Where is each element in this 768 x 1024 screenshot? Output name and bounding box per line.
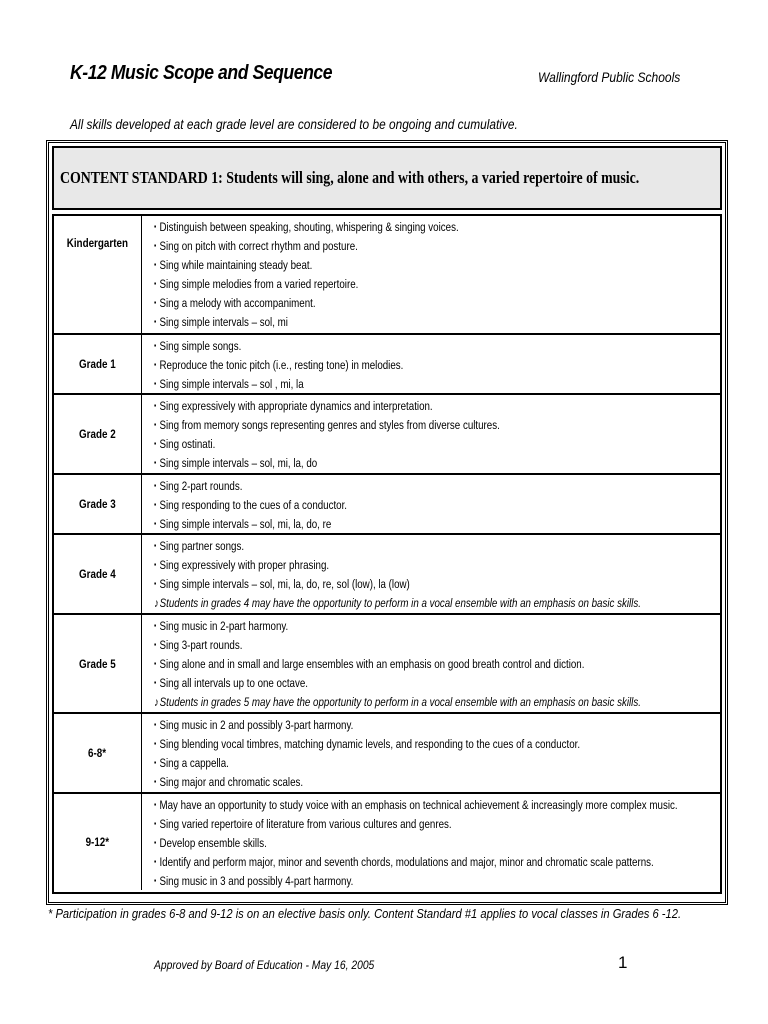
skill-item xyxy=(154,716,607,735)
square-bullet-icon: ▪ xyxy=(154,297,157,307)
square-bullet-icon: ▪ xyxy=(154,278,157,288)
music-note-icon: ♪ xyxy=(154,694,159,709)
skill-text: Sing alone and in small and large ensembles with an emphasis on good breath control and diction. xyxy=(159,656,585,671)
skill-item xyxy=(154,815,607,834)
grade-label: Grade 3 xyxy=(79,497,116,511)
square-bullet-icon: ▪ xyxy=(154,222,157,231)
square-bullet-icon: ▪ xyxy=(154,738,157,748)
grade-row xyxy=(54,393,720,473)
skill-item xyxy=(154,218,607,237)
skill-text: Sing on pitch with correct rhythm and posture. xyxy=(159,238,358,253)
skill-text: Sing simple songs. xyxy=(159,339,242,353)
square-bullet-icon: ▪ xyxy=(154,341,157,350)
skill-item xyxy=(154,275,607,294)
skill-item xyxy=(154,796,678,815)
square-bullet-icon: ▪ xyxy=(154,578,157,588)
content-standard-heading: CONTENT STANDARD 1: Students will sing, alone and with others, a varied repertoire of music. xyxy=(60,168,640,187)
skill-item xyxy=(154,773,607,792)
skill-item xyxy=(154,735,607,754)
square-bullet-icon: ▪ xyxy=(154,856,157,866)
square-bullet-icon: ▪ xyxy=(154,499,157,509)
skill-item xyxy=(154,655,607,674)
ensemble-note xyxy=(154,693,641,712)
square-bullet-icon: ▪ xyxy=(154,875,157,885)
grade-label-cell xyxy=(54,794,142,890)
square-bullet-icon: ▪ xyxy=(154,818,157,828)
skill-item xyxy=(154,375,607,393)
square-bullet-icon: ▪ xyxy=(154,621,157,630)
grade-row xyxy=(54,712,720,792)
square-bullet-icon: ▪ xyxy=(154,639,157,649)
grade-label-cell xyxy=(54,216,142,333)
skill-item xyxy=(154,872,607,890)
square-bullet-icon: ▪ xyxy=(154,419,157,429)
ensemble-note-text: Students in grades 4 may have the opportunity to perform in a vocal ensemble with an emphasis on basic skills. xyxy=(159,595,641,610)
square-bullet-icon: ▪ xyxy=(154,259,157,269)
ensemble-note-text: Students in grades 5 may have the opportunity to perform in a vocal ensemble with an emphasis on basic skills. xyxy=(159,694,641,709)
square-bullet-icon: ▪ xyxy=(154,240,157,250)
skill-item xyxy=(154,537,607,556)
skill-item xyxy=(154,496,607,515)
skill-text: Sing simple intervals – sol, mi, la, do xyxy=(159,455,318,470)
square-bullet-icon: ▪ xyxy=(154,559,157,569)
document-title: K-12 Music Scope and Sequence xyxy=(70,62,333,84)
skill-text: Sing music in 2-part harmony. xyxy=(159,619,289,633)
footnote: * Participation in grades 6-8 and 9-12 is on an elective basis only. Content Standard #1 applies to vocal classes in Grades 6 -12. xyxy=(48,906,682,921)
square-bullet-icon: ▪ xyxy=(154,378,157,388)
square-bullet-icon: ▪ xyxy=(154,541,157,550)
page-number: 1 xyxy=(618,953,628,972)
skills-cell xyxy=(142,615,720,712)
grade-label-cell xyxy=(54,395,142,473)
skill-text: Sing music in 2 and possibly 3-part harmony. xyxy=(159,718,354,732)
skill-item xyxy=(154,754,607,773)
skill-text: Sing a cappella. xyxy=(159,755,229,770)
skill-item xyxy=(154,356,607,375)
music-note-icon: ♪ xyxy=(154,595,159,610)
square-bullet-icon: ▪ xyxy=(154,316,157,326)
skill-item xyxy=(154,636,607,655)
skill-item xyxy=(154,237,607,256)
skill-text: Sing all intervals up to one octave. xyxy=(159,675,308,690)
grade-label: 6-8* xyxy=(88,746,107,760)
ensemble-note xyxy=(154,594,641,613)
skill-text: May have an opportunity to study voice with an emphasis on technical achievement & increasingly more complex music. xyxy=(159,798,678,812)
skill-item xyxy=(154,674,607,693)
skill-item xyxy=(154,313,607,332)
skills-cell xyxy=(142,475,720,533)
skill-text: Sing responding to the cues of a conductor. xyxy=(159,497,348,512)
grade-label-cell xyxy=(54,535,142,613)
skill-item xyxy=(154,397,607,416)
grade-skills-table xyxy=(52,214,722,894)
grade-label-cell xyxy=(54,615,142,712)
skill-text: Sing 3-part rounds. xyxy=(159,637,243,652)
grade-label-cell xyxy=(54,335,142,393)
skill-item xyxy=(154,454,607,473)
grade-label-cell xyxy=(54,714,142,792)
skill-item xyxy=(154,435,607,454)
skill-item xyxy=(154,575,607,594)
skill-text: Sing while maintaining steady beat. xyxy=(159,257,313,272)
grade-row xyxy=(54,613,720,712)
skill-item xyxy=(154,477,607,496)
skills-cell xyxy=(142,714,720,792)
skill-item xyxy=(154,337,607,356)
skill-item xyxy=(154,556,607,575)
grade-row xyxy=(54,792,720,890)
grade-row xyxy=(54,533,720,613)
skill-text: Distinguish between speaking, shouting, whispering & singing voices. xyxy=(159,220,459,234)
skill-text: Identify and perform major, minor and seventh chords, modulations and major, minor and chromatic scale patterns. xyxy=(159,854,654,869)
square-bullet-icon: ▪ xyxy=(154,837,157,847)
square-bullet-icon: ▪ xyxy=(154,401,157,410)
grade-label: 9-12* xyxy=(85,835,110,849)
skills-cell xyxy=(142,395,720,473)
grade-label-cell xyxy=(54,475,142,533)
square-bullet-icon: ▪ xyxy=(154,658,157,668)
skill-item xyxy=(154,256,607,275)
skill-text: Sing simple intervals – sol, mi xyxy=(159,314,288,329)
organization-name: Wallingford Public Schools xyxy=(538,69,681,85)
square-bullet-icon: ▪ xyxy=(154,518,157,528)
skill-text: Sing expressively with proper phrasing. xyxy=(159,557,330,572)
skills-cell xyxy=(142,535,720,613)
square-bullet-icon: ▪ xyxy=(154,720,157,729)
grade-row xyxy=(54,333,720,393)
skill-text: Sing major and chromatic scales. xyxy=(159,774,304,789)
intro-statement: All skills developed at each grade level are considered to be ongoing and cumulative. xyxy=(70,117,518,132)
square-bullet-icon: ▪ xyxy=(154,776,157,786)
square-bullet-icon: ▪ xyxy=(154,481,157,490)
skill-text: Sing simple intervals – sol, mi, la, do, re, sol (low), la (low) xyxy=(159,576,410,591)
skills-cell xyxy=(142,794,720,890)
grade-row xyxy=(54,216,720,333)
skills-cell xyxy=(142,335,720,393)
skill-text: Sing expressively with appropriate dynamics and interpretation. xyxy=(159,399,433,413)
skill-item xyxy=(154,294,607,313)
content-frame xyxy=(46,140,728,905)
content-standard-banner xyxy=(52,146,722,210)
grade-label: Grade 2 xyxy=(79,427,116,441)
skill-item xyxy=(154,834,607,853)
skill-text: Sing simple intervals – sol , mi, la xyxy=(159,376,304,391)
skill-text: Reproduce the tonic pitch (i.e., resting tone) in melodies. xyxy=(159,357,404,372)
skill-item xyxy=(154,515,607,533)
skill-text: Sing ostinati. xyxy=(159,436,216,451)
skill-text: Sing music in 3 and possibly 4-part harmony. xyxy=(159,873,354,888)
grade-label: Kindergarten xyxy=(66,236,129,250)
skill-text: Sing varied repertoire of literature from various cultures and genres. xyxy=(159,816,452,831)
grade-row xyxy=(54,473,720,533)
skill-item xyxy=(154,617,607,636)
skills-cell xyxy=(142,216,720,333)
skill-text: Sing from memory songs representing genres and styles from diverse cultures. xyxy=(159,417,500,432)
square-bullet-icon: ▪ xyxy=(154,438,157,448)
square-bullet-icon: ▪ xyxy=(154,457,157,467)
square-bullet-icon: ▪ xyxy=(154,677,157,687)
grade-label: Grade 1 xyxy=(79,357,116,371)
skill-text: Sing blending vocal timbres, matching dynamic levels, and responding to the cues of a conductor. xyxy=(159,736,581,751)
grade-label: Grade 5 xyxy=(79,656,116,671)
skill-text: Develop ensemble skills. xyxy=(159,835,267,850)
square-bullet-icon: ▪ xyxy=(154,800,157,809)
square-bullet-icon: ▪ xyxy=(154,359,157,369)
skill-text: Sing a melody with accompaniment. xyxy=(159,295,316,310)
approval-line: Approved by Board of Education - May 16, 2005 xyxy=(154,958,375,972)
skill-item xyxy=(154,416,607,435)
skill-text: Sing 2-part rounds. xyxy=(159,479,243,493)
skill-item xyxy=(154,853,654,872)
skill-text: Sing simple intervals – sol, mi, la, do, re xyxy=(159,516,332,531)
grade-label: Grade 4 xyxy=(79,567,116,581)
skill-text: Sing simple melodies from a varied repertoire. xyxy=(159,276,359,291)
skill-text: Sing partner songs. xyxy=(159,539,245,553)
square-bullet-icon: ▪ xyxy=(154,757,157,767)
